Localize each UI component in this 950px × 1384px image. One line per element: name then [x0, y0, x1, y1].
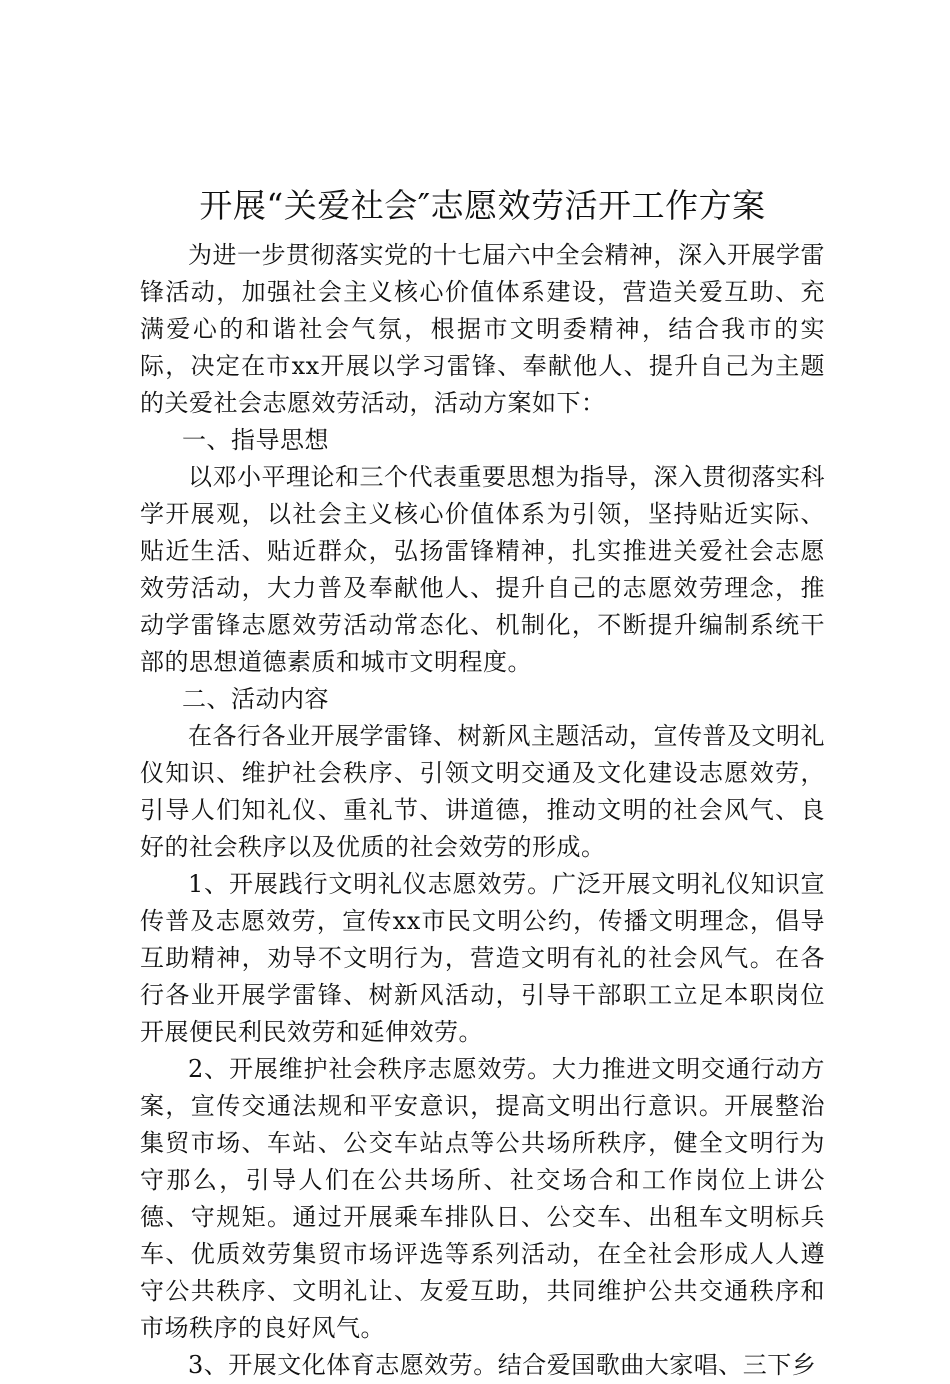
- section-heading-guiding-ideology: 一、指导思想: [182, 426, 329, 454]
- item-social-order-paragraph: 2、开展维护社会秩序志愿效劳。大力推进文明交通行动方案，宣传交通法规和平安意识，提高文明出行意识。开展整治集贸市场、车站、公交车站点等公共场所秩序，健全文明行为守那么，引导人们在公共场所、社交场合和工作岗位上讲公德、守规矩。通过开展乘车排队日、公交车、出租车文明标兵车、优质效劳集贸市场评选等系列活动，在全社会形成人人遵守公共秩序、文明礼让、友爱互助，共同维护公共交通秩序和市场秩序的良好风气。: [140, 1055, 825, 1342]
- intro-paragraph: 为进一步贯彻落实党的十七届六中全会精神，深入开展学雷锋活动，加强社会主义核心价值体系建设，营造关爱互助、充满爱心的和谐社会气氛，根据市文明委精神，结合我市的实际，决定在市xx开展以学习雷锋、奉献他人、提升自己为主题的关爱社会志愿效劳活动，活动方案如下：: [140, 241, 825, 417]
- item-culture-sports-paragraph: 3、开展文化体育志愿效劳。结合爱国歌曲大家唱、三下乡: [188, 1351, 817, 1379]
- document-page: [140, 183, 825, 1384]
- document-body: [140, 237, 825, 1384]
- section-heading-activity-content: 二、活动内容: [182, 685, 329, 713]
- document-title: 开展“关爱社会″志愿效劳活开工作方案: [199, 186, 766, 225]
- guiding-ideology-paragraph: 以邓小平理论和三个代表重要思想为指导，深入贯彻落实科学开展观，以社会主义核心价值体系为引领，坚持贴近实际、贴近生活、贴近群众，弘扬雷锋精神，扎实推进关爱社会志愿效劳活动，大力普及奉献他人、提升自己的志愿效劳理念，推动学雷锋志愿效劳活动常态化、机制化，不断提升编制系统干部的思想道德素质和城市文明程度。: [140, 463, 825, 676]
- activity-content-paragraph: 在各行各业开展学雷锋、树新风主题活动，宣传普及文明礼仪知识、维护社会秩序、引领文明交通及文化建设志愿效劳，引导人们知礼仪、重礼节、讲道德，推动文明的社会风气、良好的社会秩序以及优质的社会效劳的形成。: [140, 722, 825, 861]
- item-civility-etiquette-paragraph: 1、开展践行文明礼仪志愿效劳。广泛开展文明礼仪知识宣传普及志愿效劳，宣传xx市民文明公约，传播文明理念，倡导互助精神，劝导不文明行为，营造文明有礼的社会风气。在各行各业开展学雷锋、树新风活动，引导干部职工立足本职岗位开展便民利民效劳和延伸效劳。: [140, 870, 825, 1046]
